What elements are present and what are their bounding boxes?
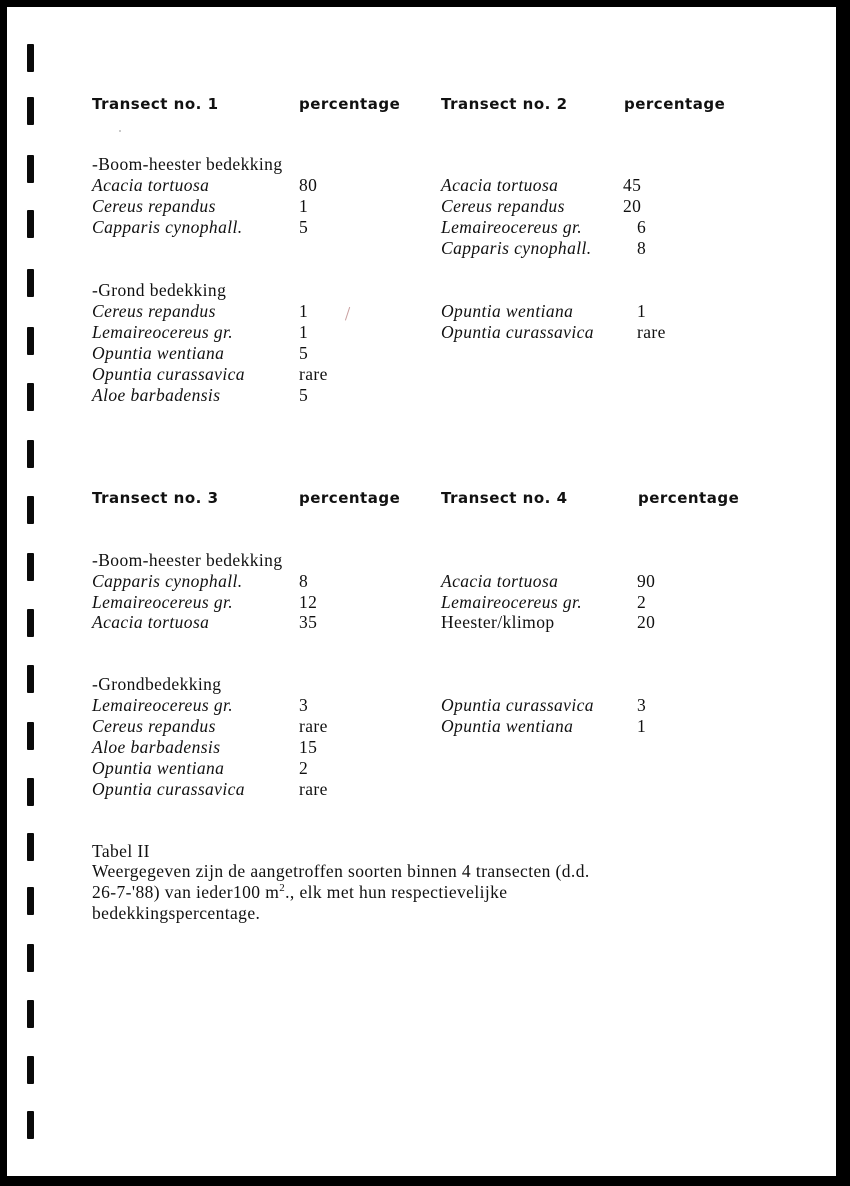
binder-hole xyxy=(27,210,34,238)
binder-hole xyxy=(27,887,34,915)
binder-hole xyxy=(27,722,34,750)
cover-value: rare xyxy=(637,322,666,342)
cover-value: 1 xyxy=(299,301,309,321)
species-name: Capparis cynophall. xyxy=(441,238,592,258)
cover-value: 1 xyxy=(299,322,309,342)
species-name: Opuntia curassavica xyxy=(92,364,245,384)
transect-1-group-1-heading: -Boom-heester bedekking xyxy=(92,154,283,174)
species-name: Lemaireocereus gr. xyxy=(92,592,234,612)
species-name: Opuntia wentiana xyxy=(441,716,574,736)
species-name: Aloe barbadensis xyxy=(92,385,221,405)
pen-mark xyxy=(345,307,352,321)
species-name: Opuntia curassavica xyxy=(441,322,594,342)
cover-value: 90 xyxy=(637,571,656,591)
paper-speck xyxy=(119,130,121,132)
binder-hole xyxy=(27,1111,34,1139)
binder-hole xyxy=(27,97,34,125)
species-name: Opuntia wentiana xyxy=(441,301,574,321)
table-caption-line-1: Weergegeven zijn de aangetroffen soorten binnen 4 transecten (d.d. xyxy=(92,861,590,881)
binder-hole xyxy=(27,44,34,72)
binder-hole xyxy=(27,383,34,411)
cover-value: 15 xyxy=(299,737,318,757)
cover-value: 12 xyxy=(299,592,318,612)
cover-value: 2 xyxy=(637,592,647,612)
binder-hole xyxy=(27,665,34,693)
species-name: Lemaireocereus gr. xyxy=(92,695,234,715)
transect-1-title: Transect no. 1 xyxy=(92,95,219,113)
species-name: Capparis cynophall. xyxy=(92,571,243,591)
binder-hole xyxy=(27,944,34,972)
cover-value: 5 xyxy=(299,217,309,237)
species-name: Lemaireocereus gr. xyxy=(441,592,583,612)
transect-3-title: Transect no. 3 xyxy=(92,489,219,507)
species-name: Heester/klimop xyxy=(441,612,555,632)
species-name: Lemaireocereus gr. xyxy=(92,322,234,342)
cover-value: 3 xyxy=(299,695,309,715)
species-name: Cereus repandus xyxy=(92,301,216,321)
caption-line-2-text: 26-7-'88) van ieder100 m xyxy=(92,882,280,902)
transect-3-percentage-header: percentage xyxy=(299,489,401,507)
binder-hole xyxy=(27,327,34,355)
cover-value: 3 xyxy=(637,695,647,715)
caption-line-2-rest: ., elk met hun respectievelijke xyxy=(285,882,508,902)
species-name: Acacia tortuosa xyxy=(92,175,210,195)
table-caption-line-2 xyxy=(92,882,507,903)
species-name: Capparis cynophall. xyxy=(92,217,243,237)
cover-value: 5 xyxy=(299,343,309,363)
binder-hole xyxy=(27,609,34,637)
binder-hole xyxy=(27,440,34,468)
table-caption-line-3: bedekkingspercentage. xyxy=(92,903,261,923)
document-page xyxy=(7,7,836,1176)
binder-hole xyxy=(27,1056,34,1084)
binder-hole xyxy=(27,553,34,581)
cover-value: 5 xyxy=(299,385,309,405)
binder-hole xyxy=(27,155,34,183)
species-name: Opuntia wentiana xyxy=(92,343,225,363)
cover-value: 1 xyxy=(299,196,309,216)
species-name: Acacia tortuosa xyxy=(441,175,559,195)
cover-value: 8 xyxy=(637,238,647,258)
cover-value: 20 xyxy=(637,612,656,632)
cover-value: rare xyxy=(299,779,328,799)
species-name: Opuntia curassavica xyxy=(92,779,245,799)
cover-value: 2 xyxy=(299,758,309,778)
cover-value: 1 xyxy=(637,716,647,736)
cover-value: 35 xyxy=(299,612,318,632)
transect-2-title: Transect no. 2 xyxy=(441,95,568,113)
cover-value: 8 xyxy=(299,571,309,591)
binder-hole xyxy=(27,1000,34,1028)
transect-4-percentage-header: percentage xyxy=(638,489,740,507)
cover-value: 6 xyxy=(637,217,647,237)
transect-3-group-2-heading: -Grondbedekking xyxy=(92,674,222,694)
transect-4-title: Transect no. 4 xyxy=(441,489,568,507)
species-name: Cereus repandus xyxy=(92,716,216,736)
cover-value: rare xyxy=(299,716,328,736)
binder-hole xyxy=(27,778,34,806)
table-caption-label: Tabel II xyxy=(92,841,150,861)
species-name: Cereus repandus xyxy=(441,196,565,216)
superscript-two: 2 xyxy=(279,882,286,895)
transect-1-percentage-header: percentage xyxy=(299,95,401,113)
transect-2-percentage-header: percentage xyxy=(624,95,726,113)
binder-hole xyxy=(27,269,34,297)
transect-3-group-1-heading: -Boom-heester bedekking xyxy=(92,550,283,570)
species-name: Opuntia curassavica xyxy=(441,695,594,715)
species-name: Aloe barbadensis xyxy=(92,737,221,757)
species-name: Cereus repandus xyxy=(92,196,216,216)
cover-value: 1 xyxy=(637,301,647,321)
binder-hole xyxy=(27,496,34,524)
binder-hole xyxy=(27,833,34,861)
cover-value: 80 xyxy=(299,175,318,195)
species-name: Acacia tortuosa xyxy=(92,612,210,632)
cover-value: rare xyxy=(299,364,328,384)
species-name: Acacia tortuosa xyxy=(441,571,559,591)
cover-value: 45 xyxy=(623,175,642,195)
cover-value: 20 xyxy=(623,196,642,216)
species-name: Lemaireocereus gr. xyxy=(441,217,583,237)
transect-1-group-2-heading: -Grond bedekking xyxy=(92,280,227,300)
species-name: Opuntia wentiana xyxy=(92,758,225,778)
